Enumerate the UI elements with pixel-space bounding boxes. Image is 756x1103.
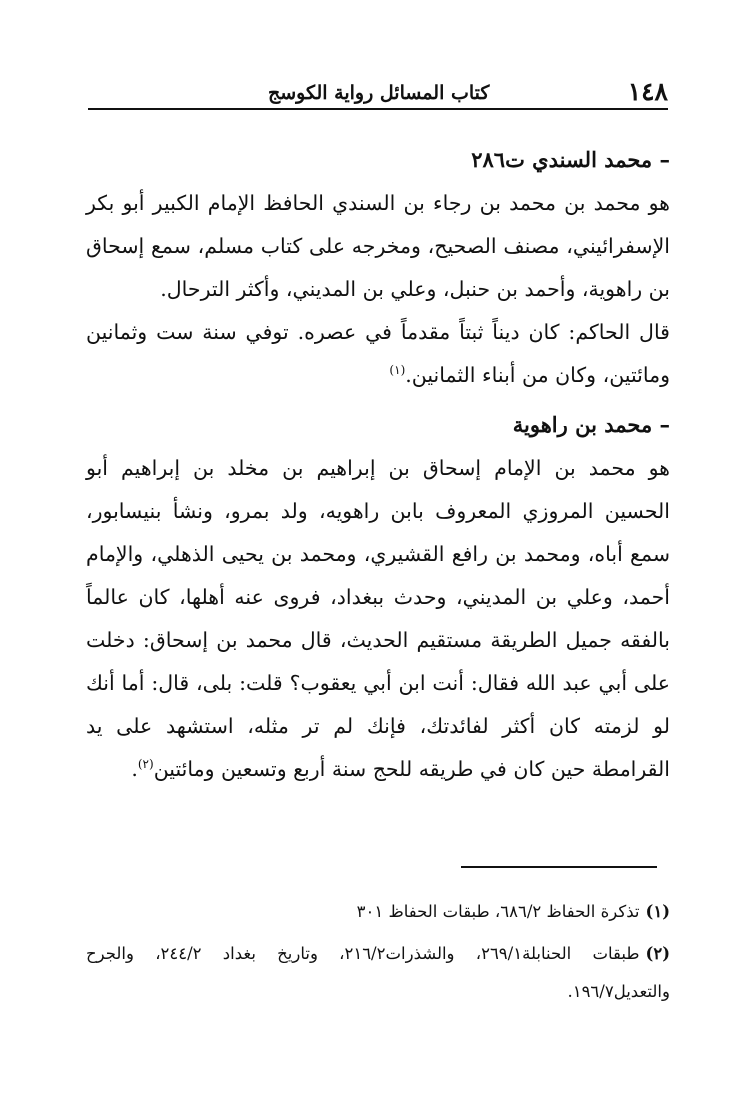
footnote-number: (٢) bbox=[645, 944, 670, 963]
running-header bbox=[88, 72, 668, 110]
footnote-number: (١) bbox=[645, 902, 670, 921]
footnote bbox=[86, 893, 670, 931]
footnote-ref[interactable]: (٢) bbox=[137, 757, 154, 772]
paragraph-tail: . bbox=[131, 757, 138, 781]
section-muhammad-ibn-rahawayh bbox=[86, 403, 670, 791]
paragraph bbox=[86, 447, 670, 791]
footnote-text: طبقات الحنابلة٢٦٩/١، والشذرات٢١٦/٢، وتاريخ بغداد ٢٤٤/٢، والجرح والتعديل١٩٦/٧. bbox=[86, 944, 670, 1001]
footnote-divider bbox=[461, 866, 657, 868]
paragraph-text: هو محمد بن محمد بن رجاء بن السندي الحافظ الإمام الكبير أبو بكر الإسفرائيني، مصنف الصحيح، ومخرجه على كتاب مسلم، سمع إسحاق بن راهوية، وأحمد بن حنبل، وعلي بن المديني، وأكثر الترحال. bbox=[86, 191, 670, 301]
footnote bbox=[86, 935, 670, 1011]
footnote-text: تذكرة الحفاظ ٦٨٦/٢، طبقات الحفاظ ٣٠١ bbox=[356, 902, 640, 921]
section-heading: – محمد السندي ت٢٨٦ bbox=[471, 147, 670, 172]
main-text bbox=[86, 138, 670, 791]
paragraph-text: هو محمد بن الإمام إسحاق بن إبراهيم بن مخلد بن إبراهيم أبو الحسين المروزي المعروف بابن راهويه، ولد بمرو، ونشأ بنيسابور، سمع أباه، ومحمد بن رافع القشيري، ومحمد بن يحيى الذهلي، والإمام أحمد، وعلي بن المديني، وحدث ببغداد، فروى عنه أهلها، كان عالماً بالفقه جميل الطريقة مستقيم الحديث، قال محمد بن إسحاق: دخلت على أبي عبد الله فقال: أنت ابن أبي يعقوب؟ قلت: بلى، قال: أما أنك لو لزمته كان أكثر لفائدتك، فإنك لم تر مثله، استشهد على يد القرامطة حين كان في طريقه للحج سنة أربع وتسعين ومائتين bbox=[86, 456, 670, 781]
footnote-ref[interactable]: (١) bbox=[389, 363, 406, 378]
paragraph bbox=[86, 182, 670, 311]
section-muhammad-al-sindi bbox=[86, 138, 670, 397]
paragraph bbox=[86, 311, 670, 397]
book-title: كتاب المسائل رواية الكوسج bbox=[268, 82, 490, 104]
section-heading: – محمد بن راهوية bbox=[512, 412, 670, 437]
paragraph-text: قال الحاكم: كان ديناً ثبتاً مقدماً في عصره. توفي سنة ست وثمانين ومائتين، وكان من أبناء الثمانين. bbox=[86, 320, 670, 387]
footnotes bbox=[86, 893, 670, 1015]
page-number: ١٤٨ bbox=[627, 77, 668, 106]
